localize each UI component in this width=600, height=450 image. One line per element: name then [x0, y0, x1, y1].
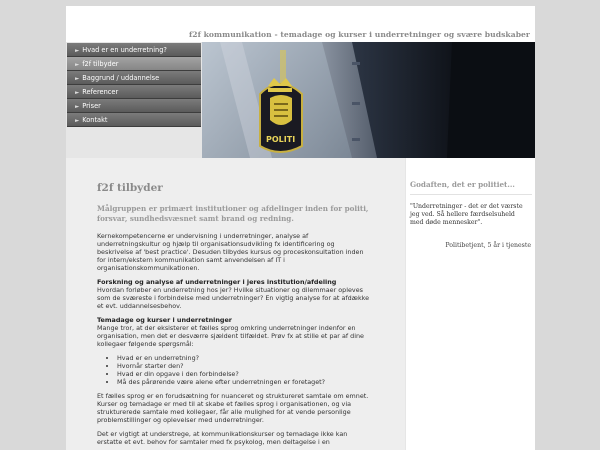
sidebar-title: Godaften, det er politiet... — [410, 180, 515, 189]
paragraph: Et fælles sprog er en forudsætning for nuanceret og struktureret samtale om emnet. Kurser og temadage er med til at skabe et fælles sprog i organisationen, og via strukturerede samtale med kollegaer, får alle mulighed for at vende personlige problemstillinger og oplevelser med underretninger. — [97, 392, 369, 424]
lead-text: Målgruppen er primært institutioner og afdelinger inden for politi, forsvar, sundhedsvæsnet samt brand og redning. — [97, 204, 369, 223]
nav-item-label: Referencer — [82, 88, 119, 96]
arrow-icon: ► — [75, 118, 80, 124]
section-heading: Temadage og kurser i underretninger — [97, 316, 232, 324]
header — [66, 6, 535, 43]
main-nav — [66, 42, 202, 158]
arrow-icon: ► — [75, 62, 80, 68]
nav-item-referencer[interactable] — [67, 85, 201, 99]
site-title: f2f kommunikation - temadage og kurser i underretninger og svære budskaber — [188, 30, 530, 39]
list-item: • Må des pårørende være alene efter underretningen er foretaget? — [117, 378, 370, 386]
list-item: • Hvad er en underretning? — [117, 354, 370, 362]
nav-item-label: Baggrund / uddannelse — [82, 74, 160, 82]
arrow-icon: ► — [75, 76, 80, 82]
quote-text: "Underretninger - det er det værste jeg ved. Så hellere færdselsuheld med døde mennesker". — [410, 203, 523, 226]
main-column — [66, 158, 405, 450]
section-text: Hvordan forløber en underretning hos jer? Hvilke situationer og dilemmaer opleves som de sværeste i forbindelse med underretninger? En vigtig analyse for at afdække et evt. uddannelsesbehov. — [97, 286, 370, 310]
header-photo-police-uniform — [202, 42, 535, 158]
nav-item-label: Kontakt — [82, 116, 108, 124]
quote-author: Politibetjent, 5 år i tjeneste — [445, 242, 531, 249]
nav-item-label: f2f tilbyder — [82, 60, 119, 68]
section-heading: Forskning og analyse af underretninger i jeres institution/afdeling — [97, 278, 337, 286]
nav-item-f2f-tilbyder[interactable] — [67, 57, 201, 71]
arrow-icon: ► — [75, 48, 80, 54]
divider — [410, 194, 532, 195]
nav-item-baggrund-uddannelse[interactable] — [67, 71, 201, 85]
paragraph: Det er vigtigt at understrege, at kommunikationskurser og temadage ikke kan erstatte et evt. behov for samtaler med fx psykolog, men deltagelse i en — [97, 430, 348, 446]
police-photo-illustration — [202, 42, 535, 158]
intro-paragraph: Kernekompetencerne er undervisning i underretninger, analyse af underretningskultur og hjælp til organisationsudvikling fx identificering og beskrivelse af 'best practice'. Desuden tilbydes kursus og proceskonsultation inden for intern/ekstern kommunikation samt anvendelsen af IT i organisationskommunikationen. — [97, 232, 364, 272]
nav-item-label: Priser — [82, 102, 101, 110]
list-item: • Hvornår starter den? — [117, 362, 370, 370]
section-courses — [97, 316, 370, 348]
nav-item-priser[interactable] — [67, 99, 201, 113]
nav-item-hvad-er-en-underretning[interactable] — [67, 43, 201, 57]
nav-item-label: Hvad er en underretning? — [82, 46, 167, 54]
page — [66, 6, 535, 450]
page-title: f2f tilbyder — [97, 182, 163, 194]
arrow-icon: ► — [75, 104, 80, 110]
arrow-icon: ► — [75, 90, 80, 96]
question-list — [97, 354, 370, 386]
section-text: Mange tror, at der eksisterer et fælles sprog omkring underretninger indenfor en organisation, men det er desværre sjældent tilfældet. Prøv fx at stille et par af dine kollegaer følgende spørgsmål: — [97, 324, 364, 348]
list-item: • Hvad er din opgave i den forbindelse? — [117, 370, 370, 378]
nav-item-kontakt[interactable] — [67, 113, 201, 127]
content-area — [66, 158, 535, 450]
section-research — [97, 278, 370, 310]
sidebar — [405, 158, 535, 450]
badge-text: POLITI — [266, 135, 296, 144]
